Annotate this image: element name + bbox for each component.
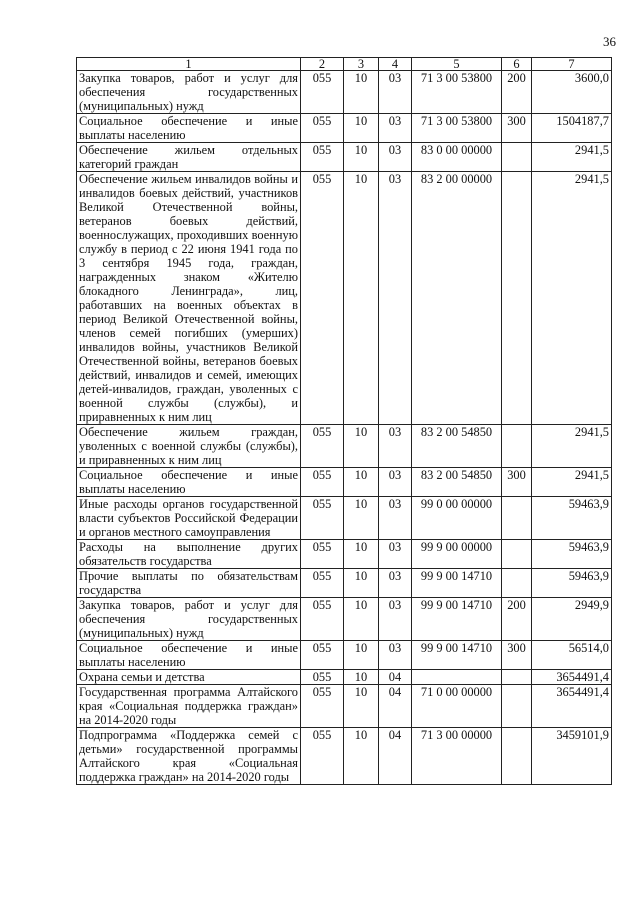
column-header: 6 [502,58,532,71]
expense-type-cell: 200 [502,598,532,641]
section-code-cell: 10 [344,425,379,468]
table-row [77,425,612,468]
subsection-code-cell: 03 [379,143,412,172]
budget-table [76,57,612,785]
table-row [77,670,612,685]
target-article-cell: 83 2 00 54850 [412,425,502,468]
section-code-cell: 10 [344,670,379,685]
ministry-code-cell: 055 [301,114,344,143]
table-header-row [77,58,612,71]
item-name-cell: Иные расходы органов государственной власти субъектов Российской Федерации и органов местного самоуправления [77,497,301,540]
amount-cell: 2949,9 [532,598,612,641]
target-article-cell: 71 0 00 00000 [412,685,502,728]
item-name-cell: Государственная программа Алтайского края «Социальная поддержка граждан» на 2014-2020 годы [77,685,301,728]
table-row [77,641,612,670]
amount-cell: 59463,9 [532,569,612,598]
item-name-cell: Обеспечение жильем отдельных категорий граждан [77,143,301,172]
ministry-code-cell: 055 [301,598,344,641]
amount-cell: 3600,0 [532,71,612,114]
ministry-code-cell: 055 [301,728,344,785]
subsection-code-cell: 03 [379,569,412,598]
table-row [77,143,612,172]
amount-cell: 59463,9 [532,497,612,540]
section-code-cell: 10 [344,114,379,143]
table-row [77,114,612,143]
section-code-cell: 10 [344,685,379,728]
item-name-cell: Обеспечение жильем граждан, уволенных с военной службы (службы), и приравненных к ним лиц [77,425,301,468]
ministry-code-cell: 055 [301,71,344,114]
section-code-cell: 10 [344,728,379,785]
subsection-code-cell: 03 [379,425,412,468]
section-code-cell: 10 [344,598,379,641]
subsection-code-cell: 03 [379,172,412,425]
ministry-code-cell: 055 [301,670,344,685]
expense-type-cell [502,670,532,685]
table-row [77,497,612,540]
amount-cell: 2941,5 [532,468,612,497]
amount-cell: 3654491,4 [532,685,612,728]
expense-type-cell [502,425,532,468]
column-header: 4 [379,58,412,71]
amount-cell: 1504187,7 [532,114,612,143]
subsection-code-cell: 03 [379,497,412,540]
table-row [77,685,612,728]
item-name-cell: Закупка товаров, работ и услуг для обеспечения государственных (муниципальных) нужд [77,598,301,641]
ministry-code-cell: 055 [301,569,344,598]
target-article-cell: 83 0 00 00000 [412,143,502,172]
subsection-code-cell: 03 [379,71,412,114]
expense-type-cell [502,569,532,598]
subsection-code-cell: 03 [379,641,412,670]
item-name-cell: Расходы на выполнение других обязательств государства [77,540,301,569]
target-article-cell: 99 9 00 14710 [412,641,502,670]
target-article-cell: 99 9 00 14710 [412,569,502,598]
amount-cell: 56514,0 [532,641,612,670]
table-row [77,172,612,425]
ministry-code-cell: 055 [301,468,344,497]
target-article-cell: 99 9 00 14710 [412,598,502,641]
section-code-cell: 10 [344,172,379,425]
section-code-cell: 10 [344,468,379,497]
item-name-cell: Охрана семьи и детства [77,670,301,685]
target-article-cell: 99 9 00 00000 [412,540,502,569]
section-code-cell: 10 [344,143,379,172]
expense-type-cell [502,497,532,540]
ministry-code-cell: 055 [301,172,344,425]
ministry-code-cell: 055 [301,641,344,670]
section-code-cell: 10 [344,497,379,540]
amount-cell: 2941,5 [532,425,612,468]
ministry-code-cell: 055 [301,685,344,728]
table-row [77,540,612,569]
ministry-code-cell: 055 [301,143,344,172]
target-article-cell: 83 2 00 54850 [412,468,502,497]
subsection-code-cell: 03 [379,468,412,497]
amount-cell: 3654491,4 [532,670,612,685]
item-name-cell: Социальное обеспечение и иные выплаты населению [77,468,301,497]
item-name-cell: Социальное обеспечение и иные выплаты населению [77,641,301,670]
expense-type-cell [502,540,532,569]
subsection-code-cell: 04 [379,670,412,685]
amount-cell: 3459101,9 [532,728,612,785]
item-name-cell: Обеспечение жильем инвалидов войны и инвалидов боевых действий, участников Великой Отечественной войны, ветеранов боевых действий, военнослужащих, проходивших военную службу в период с 22 июня 1941 года по 3 сентября 1945 года, граждан, награжденных знаком «Жителю блокадного Ленинграда», лиц, работавших на военных объектах в период Великой Отечественной войны, членов семей погибших (умерших) инвалидов войны, участников Великой Отечественной войны, ветеранов боевых действий, инвалидов и семей, имеющих детей-инвалидов, граждан, уволенных с военной службы (службы), и приравненных к ним лиц [77,172,301,425]
ministry-code-cell: 055 [301,540,344,569]
subsection-code-cell: 04 [379,728,412,785]
subsection-code-cell: 03 [379,598,412,641]
expense-type-cell: 300 [502,114,532,143]
table-row [77,598,612,641]
expense-type-cell [502,143,532,172]
table-row [77,569,612,598]
expense-type-cell: 300 [502,641,532,670]
target-article-cell: 71 3 00 53800 [412,114,502,143]
target-article-cell: 99 0 00 00000 [412,497,502,540]
expense-type-cell [502,728,532,785]
page-number: 36 [603,34,616,49]
column-header: 7 [532,58,612,71]
column-header: 5 [412,58,502,71]
section-code-cell: 10 [344,569,379,598]
amount-cell: 59463,9 [532,540,612,569]
section-code-cell: 10 [344,71,379,114]
column-header: 3 [344,58,379,71]
table-row [77,71,612,114]
table-row [77,728,612,785]
item-name-cell: Социальное обеспечение и иные выплаты населению [77,114,301,143]
expense-type-cell: 200 [502,71,532,114]
target-article-cell: 71 3 00 53800 [412,71,502,114]
table-row [77,468,612,497]
target-article-cell: 71 3 00 00000 [412,728,502,785]
subsection-code-cell: 03 [379,114,412,143]
expense-type-cell: 300 [502,468,532,497]
amount-cell: 2941,5 [532,172,612,425]
ministry-code-cell: 055 [301,425,344,468]
amount-cell: 2941,5 [532,143,612,172]
column-header: 2 [301,58,344,71]
subsection-code-cell: 04 [379,685,412,728]
column-header: 1 [77,58,301,71]
item-name-cell: Подпрограмма «Поддержка семей с детьми» государственной программы Алтайского края «Социальная поддержка граждан» на 2014-2020 годы [77,728,301,785]
expense-type-cell [502,172,532,425]
expense-type-cell [502,685,532,728]
section-code-cell: 10 [344,641,379,670]
item-name-cell: Прочие выплаты по обязательствам государства [77,569,301,598]
target-article-cell [412,670,502,685]
target-article-cell: 83 2 00 00000 [412,172,502,425]
item-name-cell: Закупка товаров, работ и услуг для обеспечения государственных (муниципальных) нужд [77,71,301,114]
ministry-code-cell: 055 [301,497,344,540]
subsection-code-cell: 03 [379,540,412,569]
section-code-cell: 10 [344,540,379,569]
